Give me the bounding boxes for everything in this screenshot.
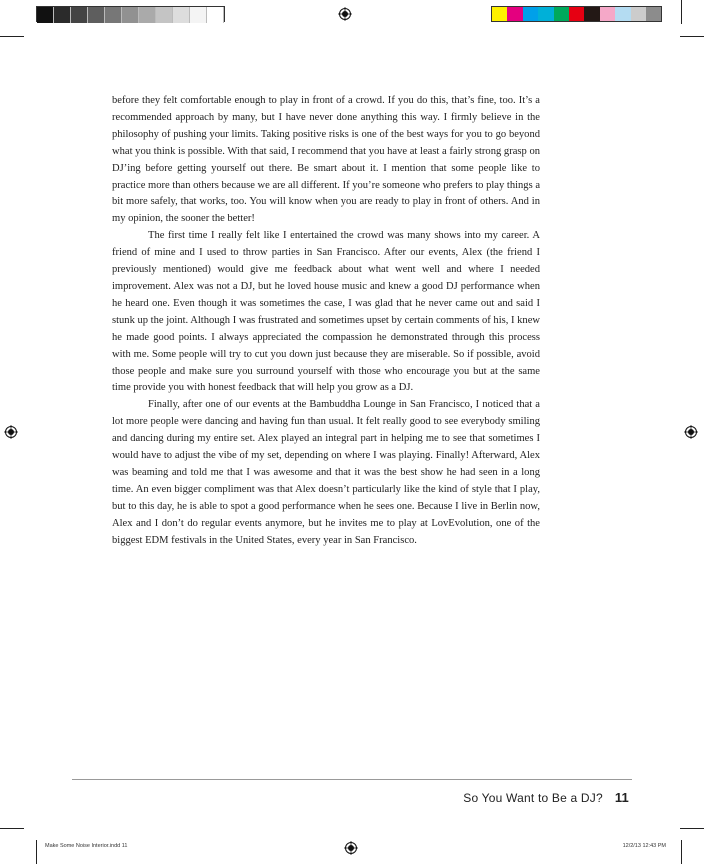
paragraph: The first time I really felt like I entertained the crowd was many shows into my career. A friend of mine and I used to throw parties in San Francisco. After our events, Alex (the friend I previously mentioned) would give me feedback about what went well and where I needed improvement. Alex was not a DJ, but he loved house music and knew a good DJ performance when he heard one. Even though it was sometimes the case, I was glad that he never came out and said I stunk up the joint. Although I was frustrated and sometimes upset by certain comments of his, I knew he made good points. I always appreciated the compassion he demonstrated through this process with me. Some people will try to cut you down just because they are miserable. So if possible, avoid those people and make sure you surround yourself with those who encourage you but at the same time provide you with honest feedback that will help you grow as a DJ.	[112, 230, 540, 394]
gray-swatch	[88, 7, 105, 23]
gray-swatch	[37, 7, 54, 23]
color-swatch	[492, 7, 507, 21]
gray-swatch	[139, 7, 156, 23]
color-swatch	[615, 7, 630, 21]
page-number: 11	[614, 790, 629, 805]
body-text	[112, 93, 540, 549]
color-swatch	[538, 7, 553, 21]
color-swatch	[646, 7, 661, 21]
slug-datetime: 12/2/13 12:43 PM	[622, 843, 666, 849]
color-swatch	[523, 7, 538, 21]
crop-mark	[0, 828, 24, 829]
color-swatch	[507, 7, 522, 21]
gray-swatch	[173, 7, 190, 23]
running-head-title: So You Want to Be a DJ?	[463, 791, 603, 805]
gray-swatch	[156, 7, 173, 23]
running-footer	[463, 790, 629, 805]
gray-swatch	[71, 7, 88, 23]
paragraph: Finally, after one of our events at the Bambuddha Lounge in San Francisco, I noticed that a lot more people were dancing and having fun than usual. It felt really good to see everybody smiling and dancing during my entire set. Alex played an integral part in helping me to see that sometimes I would have to adjust the vibe of my set, depending on where I was playing. Finally! Afterward, Alex was beaming and told me that I was awesome and that it was the best show he had seen in a long time. An even bigger compliment was that Alex doesn’t particularly like the kind of style that I play, but to this day, he is able to spot a good performance when he sees one. Because I live in Berlin now, Alex and I don’t do regular events anymore, but he invites me to play at LovEvolution, one of the biggest EDM festivals in the United States, every year in San Francisco.	[112, 399, 540, 546]
registration-mark-top	[338, 7, 352, 21]
color-swatch	[600, 7, 615, 21]
paragraph: before they felt comfortable enough to play in front of a crowd. If you do this, that’s fine, too. It’s a recommended approach by many, but I have never done anything this way. I firmly believe in the philosophy of pushing your limits. Taking positive risks is one of the best ways for you to go beyond what you think is possible. With that said, I recommend that you have at least a fairly strong grasp on DJ’ing before getting yourself out there. Be smart about it. I mention that some people like to practice more than others because we are all different. If you’re someone who prefers to play things a bit more safely, that works, too. You will know when you are ready to play in front of others. And in my opinion, the sooner the better!	[112, 95, 540, 225]
crop-mark	[680, 36, 704, 37]
gray-calibration-bar	[36, 6, 225, 22]
registration-mark-right	[684, 425, 698, 439]
gray-swatch	[54, 7, 71, 23]
gray-swatch	[122, 7, 139, 23]
gray-swatch	[105, 7, 122, 23]
footer-rule	[72, 779, 632, 780]
registration-mark-left	[4, 425, 18, 439]
gray-swatch	[190, 7, 207, 23]
slug-filename: Make Some Noise Interior.indd 11	[45, 843, 128, 849]
color-swatch	[631, 7, 646, 21]
crop-mark	[680, 828, 704, 829]
color-calibration-bar	[491, 6, 662, 22]
gray-swatch	[207, 7, 224, 23]
color-swatch	[569, 7, 584, 21]
crop-mark	[681, 840, 682, 864]
crop-mark	[681, 0, 682, 24]
crop-mark	[0, 36, 24, 37]
registration-mark-bottom	[344, 841, 358, 855]
crop-mark	[36, 840, 37, 864]
color-swatch	[554, 7, 569, 21]
color-swatch	[584, 7, 599, 21]
